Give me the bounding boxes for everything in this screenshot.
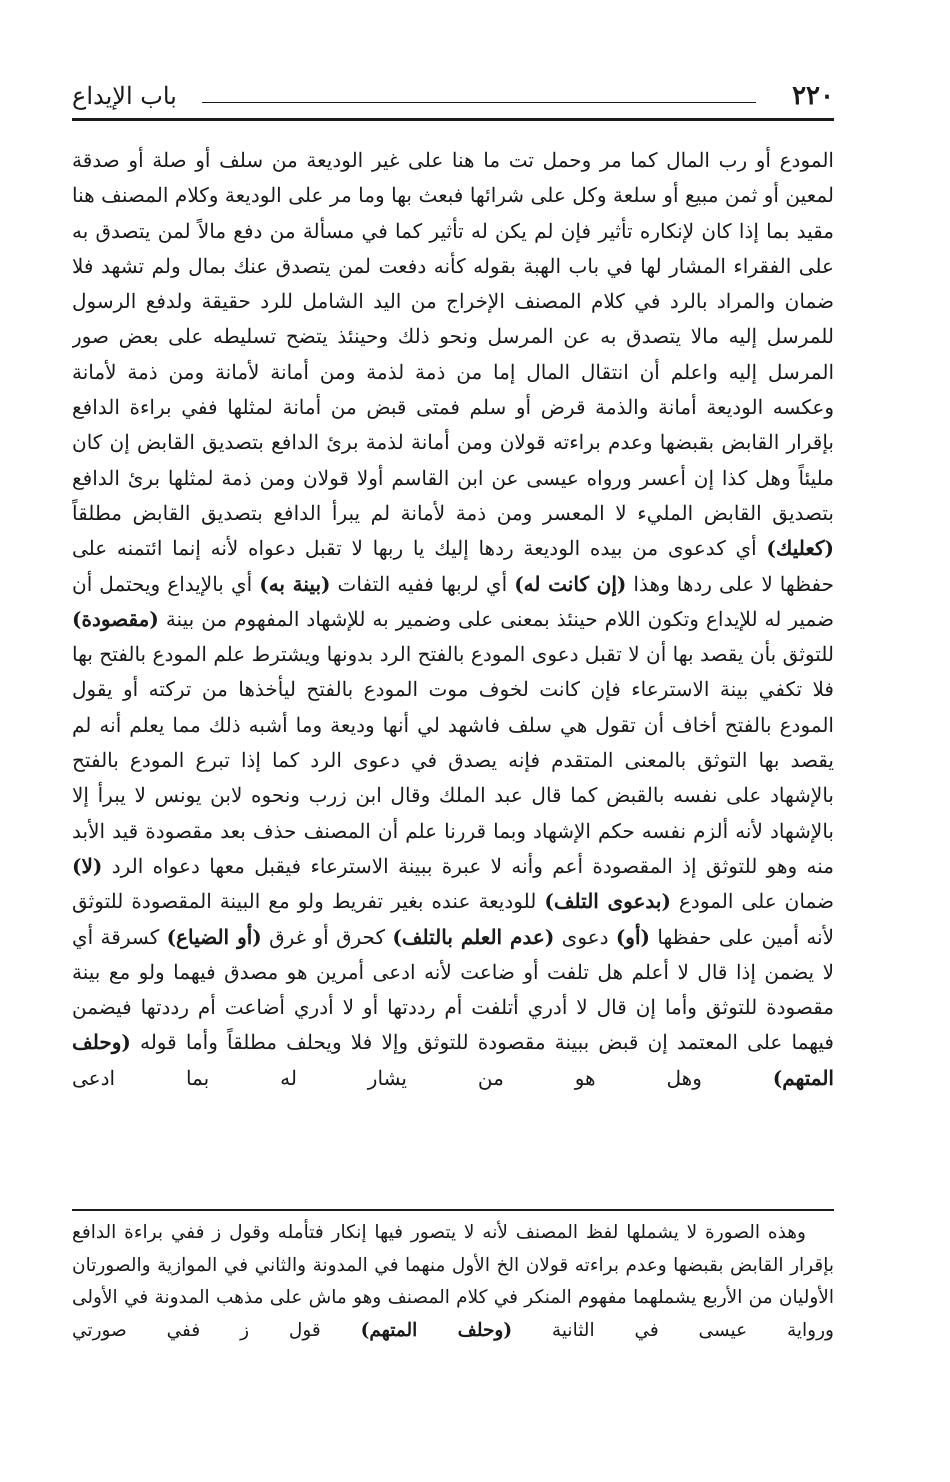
- page-number: ٢٢٠: [792, 81, 834, 111]
- bold-term: (وحلف المتهم): [72, 1030, 834, 1090]
- footnote: [72, 1217, 834, 1367]
- footnote-paragraph: [72, 1217, 834, 1347]
- text-run: كحرق أو غرق: [261, 924, 393, 949]
- text-run: أي لربها ففيه التفات: [330, 571, 515, 596]
- bold-term: (بدعوى التلف): [544, 889, 671, 914]
- bold-term: (كعليك): [766, 536, 834, 561]
- text-run: أي بالإيداع ويحتمل أن ضمير له للإيداع وتكون اللام حينئذ بمعنى على وضمير به للإشهاد المفهوم من بينة: [72, 571, 834, 631]
- text-run: قول ز ففي صورتي: [72, 1319, 361, 1341]
- header-rule: [202, 102, 756, 103]
- bold-term: (بينة به): [259, 571, 331, 596]
- text-run: ضمان على المودع: [670, 889, 834, 914]
- main-paragraph: [72, 143, 834, 1096]
- text-run: دعوى: [554, 924, 616, 949]
- text-run: كسرقة أي لا يضمن إذا قال لا أعلم هل تلفت أو ضاعت لأنه ادعى أمرين هو مصدق فيهما ولو مع بينة مقصودة للتوثق وأما إن قال لا أدري أتلفت أم رددتها أو لا أدري أضاعت أم رددتها فيضمن فيهما على المعتمد إن قبض ببينة مقصودة للتوثق وإلا فلا ويحلف مطلقاً وأما قوله: [72, 924, 834, 1055]
- bold-term: (أو الضياع): [166, 924, 262, 949]
- bold-term: (إن كانت له): [514, 571, 627, 596]
- text-run: وهذه الصورة لا يشملها لفظ المصنف لأنه لا يتصور فيها إنكار فتأمله وقول ز ففي براءة الدافع بإقرار القابض بقبضها وعدم براءته قولان الخ الأول منهما في المدونة والثاني في الموازية والصورتان الأوليان من الأربع يشملهما مفهوم المنكر في كلام المصنف وهو ماش على مذهب المدونة في الأولى ورواية عيسى في الثانية: [72, 1222, 834, 1341]
- bold-term: (لا): [72, 853, 103, 878]
- bold-term: (وحلف المتهم): [360, 1319, 513, 1341]
- bold-term: (مقصودة): [72, 606, 159, 631]
- header-divider: [72, 118, 834, 121]
- text-run: للوديعة عنده بغير تفريط ولو مع البينة المقصودة للتوثق لأنه أمين على حفظها: [72, 889, 834, 949]
- text-run: أي كدعوى من بيده الوديعة ردها إليك يا ربها لا تقبل دعواه لأنه إنما ائتمنه على حفظها لا على ردها وهذا: [72, 536, 834, 596]
- bold-term: (أو): [615, 924, 650, 949]
- text-run: المودع أو رب المال كما مر وحمل تت ما هنا على غير الوديعة من سلف أو صلة أو صدقة لمعين أو ثمن مبيع أو سلعة وكل على شرائها فبعث بها وما مر على الوديعة وكلام المصنف هنا مقيد بما إذا كان لإنكاره تأثير فإن لم يكن له تأثير كما في مسألة من دفع مالاً لمن يتصدق به على الفقراء المشار لها في باب الهبة بقوله كأنه دفعت لمن يتصدق عنك بمال ولم تشهد فلا ضمان والمراد بالرد في كلام المصنف الإخراج من اليد الشامل للرد حقيقة ولدفع الرسول للمرسل إليه مالا يتصدق به عن المرسل ونحو ذلك وحينئذ يتضح تسليطه على بعض صور المرسل إليه واعلم أن انتقال المال إما من ذمة لذمة ومن أمانة لأمانة ومن ذمة لأمانة وعكسه الوديعة أمانة والذمة قرض أو سلم فمتى قبض من أمانة لمثلها ففي براءة الدافع بإقرار القابض بقبضها وعدم براءته قولان ومن أمانة لذمة برئ الدافع بتصديق القابض إن كان مليئاً وهل كذا إن أعسر ورواه عيسى عن ابن القاسم أولا قولان ومن ذمة لمثلها برئ الدافع بتصديق القابض المليء لا المعسر ومن ذمة لأمانة لم يبرأ الدافع بتصديق القابض مطلقاً: [72, 148, 834, 525]
- chapter-title: باب الإيداع: [72, 82, 177, 110]
- text-run: وهل هو من يشار له بما ادعى: [72, 1065, 773, 1090]
- page-header: [72, 78, 834, 122]
- bold-term: (عدم العلم بالتلف): [392, 924, 555, 949]
- footnote-divider: [72, 1209, 834, 1211]
- main-text: [72, 143, 834, 1193]
- text-run: للتوثق بأن يقصد بها أن لا تقبل دعوى المودع بالفتح الرد بدونها ويشترط علم المودع بالفتح بها فلا تكفي بينة الاسترعاء فإن كانت لخوف موت المودع بالفتح ليأخذها من تركته أو يقول المودع بالفتح أخاف أن تقول هي سلف فاشهد لي أنها وديعة وما أشبه ذلك مما يعلم أنه لم يقصد بها التوثق بالمعنى المتقدم فإنه يصدق في دعوى الرد كما إذا تبرع المودع بالفتح بالإشهاد على نفسه بالقبض كما قال عبد الملك وقال ابن زرب ونحوه لابن يونس لا يبرأ إلا بالإشهاد لأنه ألزم نفسه حكم الإشهاد وبما قررنا علم أن المصنف حذف بعد مقصودة قيد الأبد منه وهو للتوثق إذ المقصودة أعم وأنه لا عبرة ببينة الاسترعاء فيقبل معها دعواه الرد: [72, 642, 834, 878]
